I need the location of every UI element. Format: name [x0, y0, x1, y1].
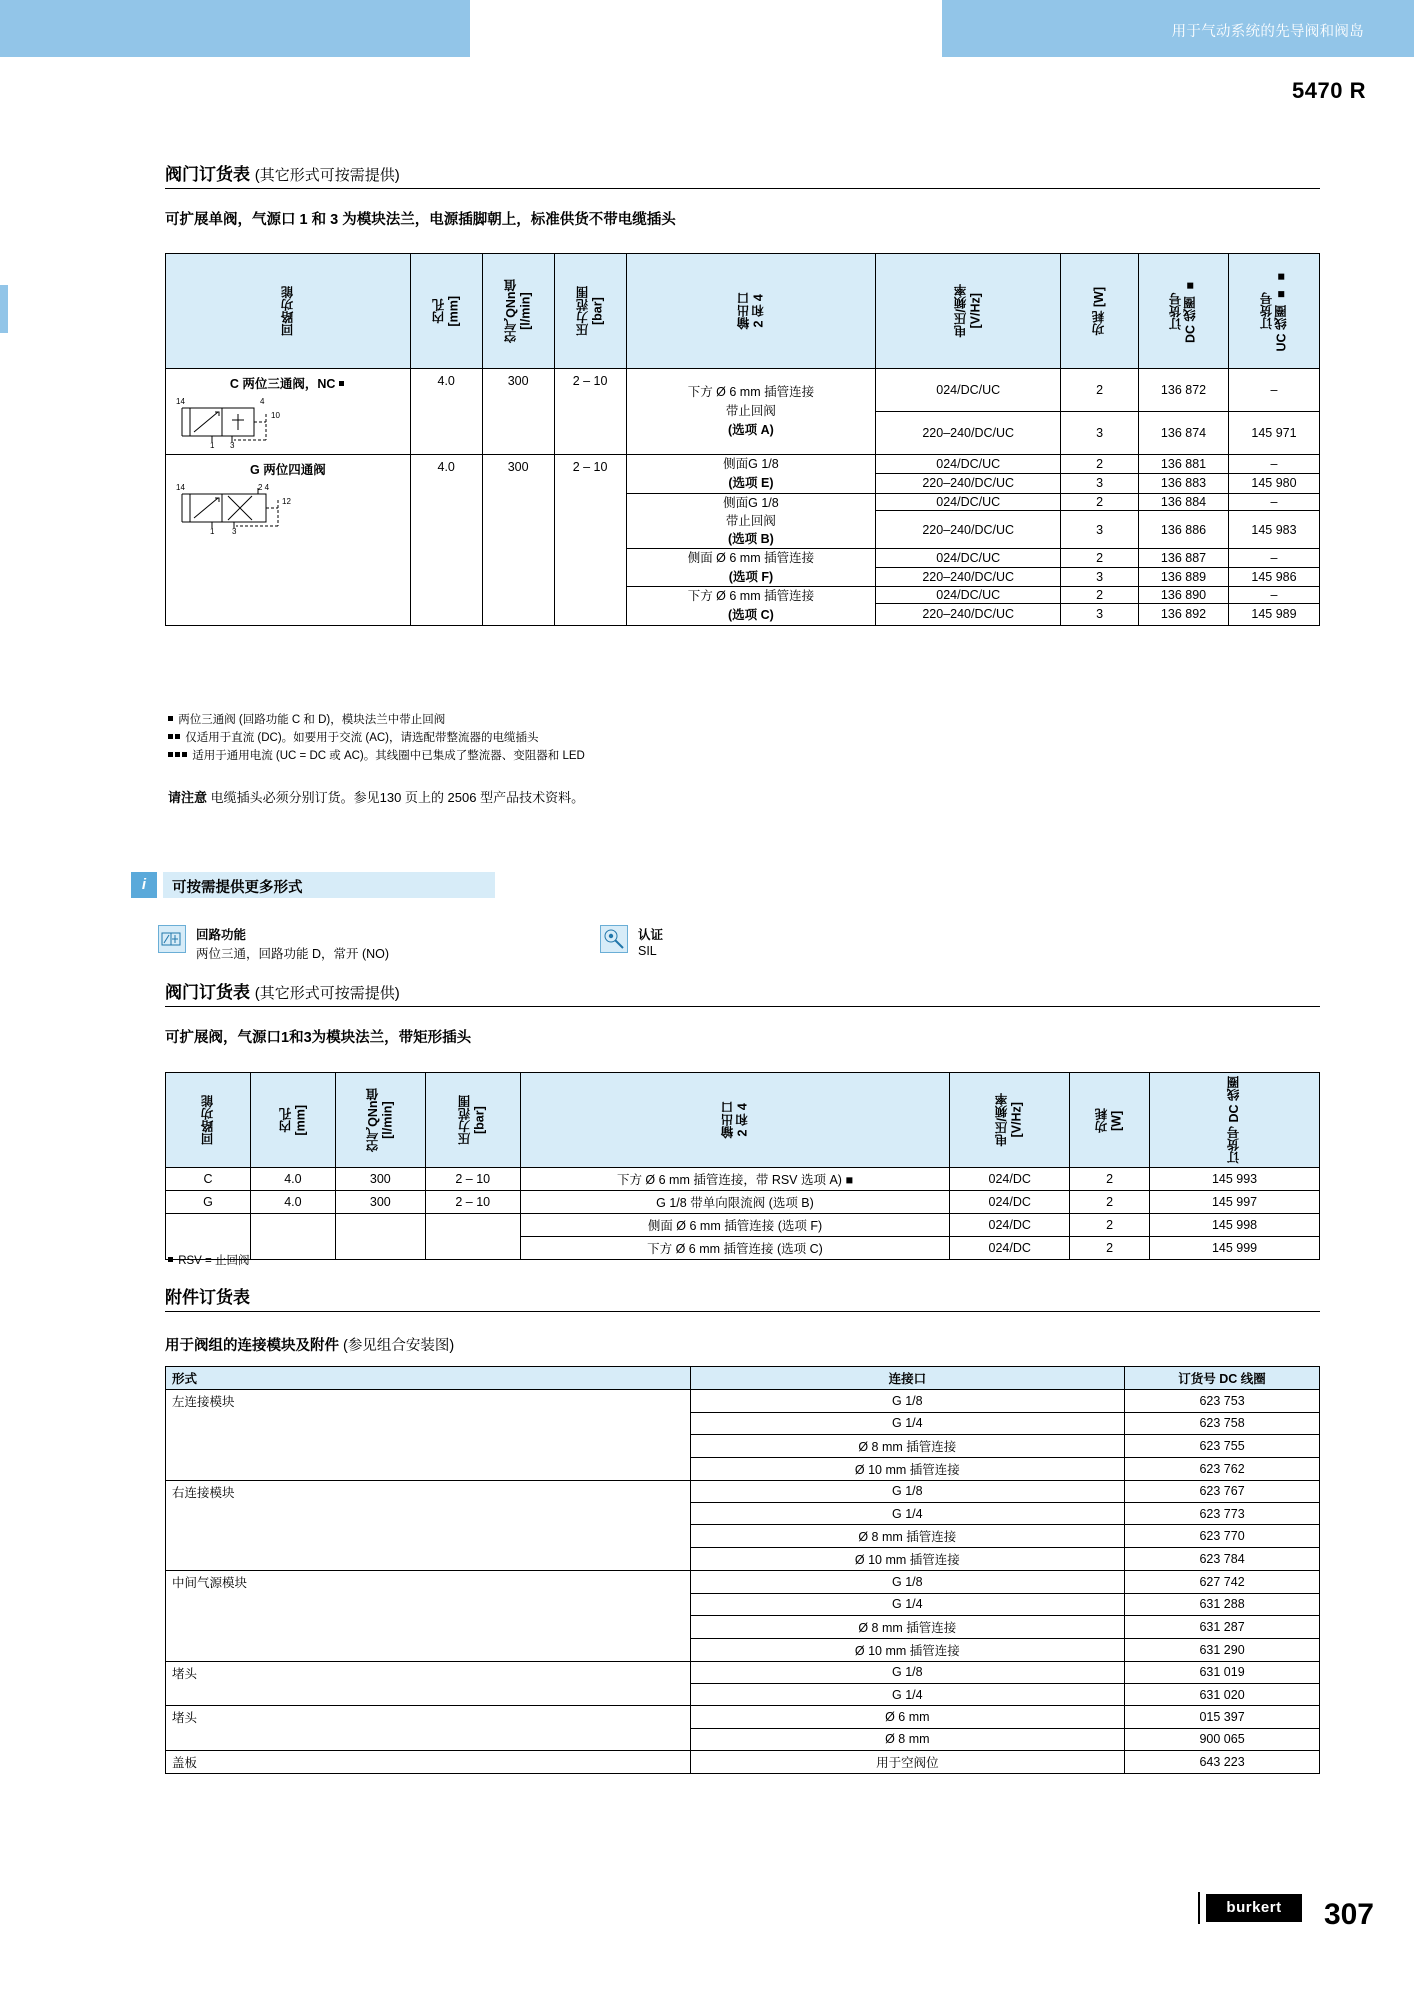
t3-col-code: 订货号 DC 线圈: [1125, 1367, 1320, 1390]
table-row: [166, 1750, 1320, 1773]
t3-row-port: G 1/8: [690, 1480, 1125, 1503]
table-row: [166, 1503, 1320, 1525]
t1-col-function: [166, 254, 411, 369]
t1-row2-out1: [626, 455, 876, 494]
t1-r2o4v1-dc: 136 890: [1139, 587, 1229, 603]
t3-row-type: 堵头: [166, 1706, 691, 1729]
section2-footnote: [168, 1253, 249, 1271]
t2-r3-power: 2: [1070, 1237, 1150, 1260]
t1-col-voltage-label: 电压/频率 [V/Hz]: [953, 284, 983, 338]
t1-row2-out3-line2: (选项 F): [728, 569, 774, 584]
t1-row1-outputs: [626, 369, 876, 455]
t1-r1v1-power: 2: [1061, 369, 1139, 412]
t1-r2o4v1-power: 2: [1061, 587, 1139, 603]
t1-col-dc: [1139, 254, 1229, 369]
t3-row-port: Ø 8 mm 插管连接: [690, 1615, 1125, 1638]
section3-subtitle: [165, 1334, 454, 1355]
info-icon: i: [131, 872, 157, 898]
t3-row-type: [166, 1457, 691, 1480]
t2-col-pressure-label: 压力范围 [bar]: [458, 1095, 487, 1145]
t3-row-type: [166, 1412, 691, 1434]
t1-row2-qnn: 300: [482, 455, 554, 626]
t1-row1-out-line3: (选项 A): [728, 422, 774, 437]
valve-symbol-g-icon: [166, 478, 410, 540]
t1-row2-out2-line1: 侧面G 1/8: [723, 495, 779, 510]
page-header: [0, 0, 1414, 57]
svg-text:14: 14: [176, 397, 185, 406]
section3-rule: [165, 1311, 1320, 1312]
section3-subtitle-sub: (参见组合安装图): [343, 1338, 455, 1354]
table-row: [166, 1661, 1320, 1684]
t3-row-port: Ø 8 mm: [690, 1728, 1125, 1750]
t1-r2o4v2-uc: 145 989: [1228, 603, 1319, 625]
t3-row-type: 中间气源模块: [166, 1571, 691, 1594]
t3-row-type: [166, 1615, 691, 1638]
certification-icon: [600, 925, 628, 953]
t1-row1-function: [166, 369, 411, 455]
t2-col-outputs-label: 输出口 2 和 4: [720, 1101, 749, 1139]
t2-col-pressure: [425, 1073, 520, 1168]
t1-col-voltage: [876, 254, 1061, 369]
t1-r1v1-voltage: 024/DC/UC: [876, 369, 1061, 412]
t3-row-port: G 1/4: [690, 1412, 1125, 1434]
footnote-3: [168, 748, 1318, 766]
t3-col-type: 形式: [166, 1367, 691, 1390]
table-row: [166, 1684, 1320, 1706]
t3-row-port: Ø 8 mm 插管连接: [690, 1434, 1125, 1457]
table-row: [166, 1390, 1320, 1413]
page-number: 307: [1323, 1898, 1374, 1931]
t1-r2o2v1-uc: –: [1228, 493, 1319, 511]
t3-row-code: 623 767: [1125, 1480, 1320, 1503]
section1-title-text: 阀门订货表: [165, 165, 250, 184]
t1-row2-out1-line2: (选项 E): [728, 475, 774, 490]
t3-row-port: Ø 6 mm: [690, 1706, 1125, 1729]
t3-row-port: Ø 8 mm 插管连接: [690, 1525, 1125, 1548]
t1-r2o4v1-uc: –: [1228, 587, 1319, 603]
t3-row-port: Ø 10 mm 插管连接: [690, 1638, 1125, 1661]
footnote-3-text: 适用于通用电流 (UC = DC 或 AC)。其线圈中已集成了整流器、变阻器和 LED: [192, 749, 585, 762]
t3-row-type: [166, 1548, 691, 1571]
t1-r2o4v2-voltage: 220–240/DC/UC: [876, 603, 1061, 625]
t1-r2o2v2-uc: 145 983: [1228, 511, 1319, 549]
valve-symbol-icon: [158, 925, 186, 953]
t1-col-uc: [1228, 254, 1319, 369]
t3-row-code: 623 770: [1125, 1525, 1320, 1548]
t1-row2-function: [166, 455, 411, 626]
t1-row2-out3: [626, 548, 876, 587]
section1-rule: [165, 188, 1320, 189]
t2-col-voltage-label: 电压/频率 [V/Hz]: [995, 1093, 1024, 1147]
section2-footnote-text: RSV = 止回阀: [178, 1255, 250, 1267]
header-title: 用于气动系统的先导阀和阀岛: [1171, 24, 1364, 40]
t2-r2-voltage: 024/DC: [950, 1214, 1070, 1237]
section2-title: [165, 978, 400, 1003]
t2-col-power: [1070, 1073, 1150, 1168]
t2-col-dc-label: 订货号 DC 线圈: [1227, 1076, 1242, 1164]
t1-r1v2-power: 3: [1061, 412, 1139, 455]
t1-row2-out1-line1: 侧面G 1/8: [723, 457, 779, 471]
t2-r1-function: G: [166, 1191, 251, 1214]
t3-row-type: [166, 1684, 691, 1706]
info-item-1-title: 认证: [638, 928, 664, 942]
footnote-2-text: 仅适用于直流 (DC)。如要用于交流 (AC)，请选配带整流器的电缆插头: [185, 731, 539, 744]
footer-divider: [1198, 1892, 1200, 1924]
t3-row-type: [166, 1525, 691, 1548]
t3-row-type: [166, 1638, 691, 1661]
footnote-1: [168, 712, 1318, 730]
left-edge-marker: [0, 285, 8, 333]
t2-r1-voltage: 024/DC: [950, 1191, 1070, 1214]
t1-r2o3v2-uc: 145 986: [1228, 568, 1319, 587]
t2-r1-outputs: G 1/8 带单向限流阀 (选项 B): [520, 1191, 950, 1214]
table-row: [166, 1728, 1320, 1750]
t3-row-code: 623 753: [1125, 1390, 1320, 1413]
t1-row2-function-label: G 两位四通阀: [250, 463, 326, 477]
t2-r1-pressure: 2 – 10: [425, 1191, 520, 1214]
section2-subtitle: 可扩展阀，气源口1和3为模块法兰，带矩形插头: [165, 1030, 472, 1046]
t3-row-port: G 1/8: [690, 1571, 1125, 1594]
table-row: [166, 1434, 1320, 1457]
table-row: [166, 1593, 1320, 1615]
table-row: [166, 1571, 1320, 1594]
t1-col-pressure: [554, 254, 626, 369]
t3-row-port: G 1/4: [690, 1593, 1125, 1615]
t2-r3-bore: [250, 1237, 335, 1260]
section2-title-sub: (其它形式可按需提供): [254, 985, 400, 1002]
t1-r2o3v2-power: 3: [1061, 568, 1139, 587]
t2-col-qnn-label: 空气QNn值 [l/min]: [365, 1088, 395, 1152]
t3-row-port: 用于空阀位: [690, 1750, 1125, 1773]
t3-row-code: 623 758: [1125, 1412, 1320, 1434]
t2-r0-voltage: 024/DC: [950, 1168, 1070, 1191]
t2-col-power-label: 功耗 [W]: [1095, 1107, 1124, 1133]
t3-row-code: 627 742: [1125, 1571, 1320, 1594]
t1-r2o1v2-power: 3: [1061, 474, 1139, 493]
svg-text:4: 4: [260, 397, 265, 406]
t3-row-code: 900 065: [1125, 1728, 1320, 1750]
t2-col-outputs: [520, 1073, 950, 1168]
t3-row-type: 左连接模块: [166, 1390, 691, 1413]
t3-row-type: [166, 1728, 691, 1750]
table-row: [166, 1548, 1320, 1571]
t2-r1-bore: 4.0: [250, 1191, 335, 1214]
t3-row-port: Ø 10 mm 插管连接: [690, 1457, 1125, 1480]
t2-r3-outputs: 下方 Ø 6 mm 插管连接 (选项 C): [520, 1237, 950, 1260]
t1-r2o1v1-uc: –: [1228, 455, 1319, 474]
info-item-0-text: 两位三通，回路功能 D，常开 (NO): [196, 947, 390, 961]
t2-r0-qnn: 300: [335, 1168, 425, 1191]
t2-r2-outputs: 侧面 Ø 6 mm 插管连接 (选项 F): [520, 1214, 950, 1237]
t2-r2-pressure: [425, 1214, 520, 1237]
t1-row1-out-line1: 下方 Ø 6 mm 插管连接: [687, 385, 815, 400]
t2-r1-power: 2: [1070, 1191, 1150, 1214]
footnote-1-text: 两位三通阀 (回路功能 C 和 D)，模块法兰中带止回阀: [178, 714, 446, 726]
table-row: [166, 1525, 1320, 1548]
valve-ordering-table-1: [165, 253, 1320, 626]
t2-col-bore: [250, 1073, 335, 1168]
t3-row-port: G 1/8: [690, 1661, 1125, 1684]
t3-row-code: 015 397: [1125, 1706, 1320, 1729]
t1-col-power-label: 功耗 [W]: [1092, 286, 1107, 336]
t1-r2o4v2-power: 3: [1061, 603, 1139, 625]
t3-row-code: 623 755: [1125, 1434, 1320, 1457]
svg-text:3: 3: [232, 527, 237, 536]
t1-r2o2v2-voltage: 220–240/DC/UC: [876, 511, 1061, 549]
info-item-0-title: 回路功能: [196, 928, 247, 942]
t1-col-qnn: [482, 254, 554, 369]
t2-r0-dc: 145 993: [1150, 1168, 1320, 1191]
t1-row2-pressure: 2 – 10: [554, 455, 626, 626]
t1-col-bore: [410, 254, 482, 369]
t2-r0-pressure: 2 – 10: [425, 1168, 520, 1191]
brand-logo: burkert: [1206, 1894, 1302, 1922]
t1-row2-out2-line2: 带止回阀: [725, 513, 776, 528]
t3-row-type: 盖板: [166, 1750, 691, 1773]
t3-row-type: [166, 1593, 691, 1615]
t1-r2o3v1-uc: –: [1228, 548, 1319, 567]
t3-row-code: 631 288: [1125, 1593, 1320, 1615]
t1-col-pressure-label: 压力范围 [bar]: [575, 286, 605, 336]
section1-note-prefix: 请注意: [168, 790, 208, 805]
t1-row2-out3-line1: 侧面 Ø 6 mm 插管连接: [687, 550, 815, 565]
info-item-1-text: SIL: [638, 944, 657, 958]
t2-col-bore-label: 内孔 [mm]: [278, 1104, 307, 1136]
section1-subtitle: 可扩展单阀，气源口 1 和 3 为模块法兰，电源插脚朝上，标准供货不带电缆插头: [165, 212, 676, 228]
t2-col-function-label: 回路功能: [200, 1095, 215, 1145]
t3-row-type: 右连接模块: [166, 1480, 691, 1503]
t1-r2o3v2-voltage: 220–240/DC/UC: [876, 568, 1061, 587]
t1-r2o1v1-voltage: 024/DC/UC: [876, 455, 1061, 474]
t1-r2o1v1-dc: 136 881: [1139, 455, 1229, 474]
t1-r2o2v1-power: 2: [1061, 493, 1139, 511]
t3-row-code: 623 784: [1125, 1548, 1320, 1571]
t1-r1v2-uc: 145 971: [1228, 412, 1319, 455]
t1-row2-out4-line2: (选项 C): [728, 608, 774, 623]
t2-col-dc: [1150, 1073, 1320, 1168]
t1-r2o1v1-power: 2: [1061, 455, 1139, 474]
table-row: [166, 1480, 1320, 1503]
section1-title-sub: (其它形式可按需提供): [254, 167, 400, 184]
t3-row-type: 堵头: [166, 1661, 691, 1684]
table-row: [166, 1412, 1320, 1434]
t2-r2-qnn: [335, 1214, 425, 1237]
table-row: [166, 1638, 1320, 1661]
section1-title: [165, 160, 400, 185]
section2-rule: [165, 1006, 1320, 1007]
t1-r1v2-voltage: 220–240/DC/UC: [876, 412, 1061, 455]
table-row: [166, 1457, 1320, 1480]
svg-text:1: 1: [210, 527, 215, 536]
t2-r0-power: 2: [1070, 1168, 1150, 1191]
t1-r2o3v1-voltage: 024/DC/UC: [876, 548, 1061, 567]
section1-note-text: 电缆插头必须分别订货。参见130 页上的 2506 型产品技术资料。: [210, 790, 585, 805]
t1-r2o3v2-dc: 136 889: [1139, 568, 1229, 587]
t1-r2o2v1-voltage: 024/DC/UC: [876, 493, 1061, 511]
t2-col-qnn: [335, 1073, 425, 1168]
accessories-table: [165, 1366, 1320, 1774]
t2-r2-function: [166, 1214, 251, 1237]
section2-title-text: 阀门订货表: [165, 983, 250, 1002]
t3-row-type: [166, 1434, 691, 1457]
t1-col-qnn-label: 空气QNn值 [l/min]: [503, 279, 533, 343]
t2-r1-dc: 145 997: [1150, 1191, 1320, 1214]
t1-row1-function-label: C 两位三通阀，NC: [229, 377, 336, 391]
t1-col-function-label: 回路功能: [280, 286, 295, 336]
table-row: [166, 1706, 1320, 1729]
section3-title: 附件订货表: [165, 1288, 250, 1307]
svg-text:2 4: 2 4: [258, 483, 270, 492]
t1-r1v2-dc: 136 874: [1139, 412, 1229, 455]
t3-row-code: 631 019: [1125, 1661, 1320, 1684]
t2-col-voltage: [950, 1073, 1070, 1168]
t1-row2-bore: 4.0: [410, 455, 482, 626]
t3-row-code: 631 020: [1125, 1684, 1320, 1706]
section3-subtitle-text: 用于阀组的连接模块及附件: [165, 1338, 339, 1354]
t2-r0-function: C: [166, 1168, 251, 1191]
t3-row-port: G 1/4: [690, 1684, 1125, 1706]
section1-note: [168, 788, 584, 808]
t1-r2o4v1-voltage: 024/DC/UC: [876, 587, 1061, 603]
t1-col-bore-label: 内孔 [mm]: [431, 295, 461, 327]
t1-row1-bore: 4.0: [410, 369, 482, 455]
t1-r2o2v1-dc: 136 884: [1139, 493, 1229, 511]
t3-row-code: 643 223: [1125, 1750, 1320, 1773]
t1-col-dc-label: 订货号 DC 线圈 ■: [1169, 279, 1198, 343]
t2-col-function: [166, 1073, 251, 1168]
t3-row-code: 631 290: [1125, 1638, 1320, 1661]
t1-row1-out-line2: 带止回阀: [725, 404, 776, 419]
t1-row2-out2: [626, 493, 876, 548]
t2-r0-bore: 4.0: [250, 1168, 335, 1191]
svg-text:10: 10: [271, 411, 280, 420]
t3-row-type: [166, 1503, 691, 1525]
t3-row-port: Ø 10 mm 插管连接: [690, 1548, 1125, 1571]
footnote-2: [168, 730, 1318, 748]
svg-text:3: 3: [230, 441, 235, 450]
t2-r3-qnn: [335, 1237, 425, 1260]
t1-r2o3v1-dc: 136 887: [1139, 548, 1229, 567]
t1-col-power: [1061, 254, 1139, 369]
t1-r1v1-dc: 136 872: [1139, 369, 1229, 412]
header-accent-left: [0, 0, 470, 57]
t3-row-code: 623 773: [1125, 1503, 1320, 1525]
t2-r3-voltage: 024/DC: [950, 1237, 1070, 1260]
t3-row-code: 623 762: [1125, 1457, 1320, 1480]
t1-col-outputs-label: 输出口 2 和 4: [736, 292, 765, 330]
t1-r1v1-uc: –: [1228, 369, 1319, 412]
svg-text:12: 12: [282, 497, 291, 506]
t1-row1-qnn: 300: [482, 369, 554, 455]
section1-footnotes: [168, 712, 1318, 765]
t2-r1-qnn: 300: [335, 1191, 425, 1214]
t2-r2-dc: 145 998: [1150, 1214, 1320, 1237]
valve-ordering-table-2: [165, 1072, 1320, 1260]
t1-col-outputs: [626, 254, 876, 369]
t2-r3-pressure: [425, 1237, 520, 1260]
t1-row1-pressure: 2 – 10: [554, 369, 626, 455]
t1-row2-out4-line1: 下方 Ø 6 mm 插管连接: [687, 589, 815, 604]
table-row: [166, 1615, 1320, 1638]
t1-row2-out2-line3: (选项 B): [728, 531, 774, 546]
t1-r2o1v2-dc: 136 883: [1139, 474, 1229, 493]
t3-row-code: 631 287: [1125, 1615, 1320, 1638]
info-bar-label: 可按需提供更多形式: [172, 880, 303, 896]
t1-r2o1v2-voltage: 220–240/DC/UC: [876, 474, 1061, 493]
t1-row2-out4: [626, 587, 876, 626]
valve-symbol-c-icon: [166, 392, 410, 454]
t3-row-port: G 1/8: [690, 1390, 1125, 1413]
t1-r2o3v1-power: 2: [1061, 548, 1139, 567]
document-code: 5470 R: [1292, 78, 1366, 103]
t1-r2o2v2-power: 3: [1061, 511, 1139, 549]
t3-row-port: G 1/4: [690, 1503, 1125, 1525]
t2-r2-power: 2: [1070, 1214, 1150, 1237]
t2-r2-bore: [250, 1214, 335, 1237]
svg-text:1: 1: [210, 441, 215, 450]
t2-r3-dc: 145 999: [1150, 1237, 1320, 1260]
t2-r0-outputs: 下方 Ø 6 mm 插管连接，带 RSV 选项 A) ■: [520, 1168, 950, 1191]
t1-r2o1v2-uc: 145 980: [1228, 474, 1319, 493]
t1-col-uc-label: 订货号 UC 线圈 ■ ■: [1259, 270, 1288, 352]
t1-r2o2v2-dc: 136 886: [1139, 511, 1229, 549]
t3-col-port: 连接口: [690, 1367, 1125, 1390]
t1-r2o4v2-dc: 136 892: [1139, 603, 1229, 625]
svg-text:14: 14: [176, 483, 185, 492]
